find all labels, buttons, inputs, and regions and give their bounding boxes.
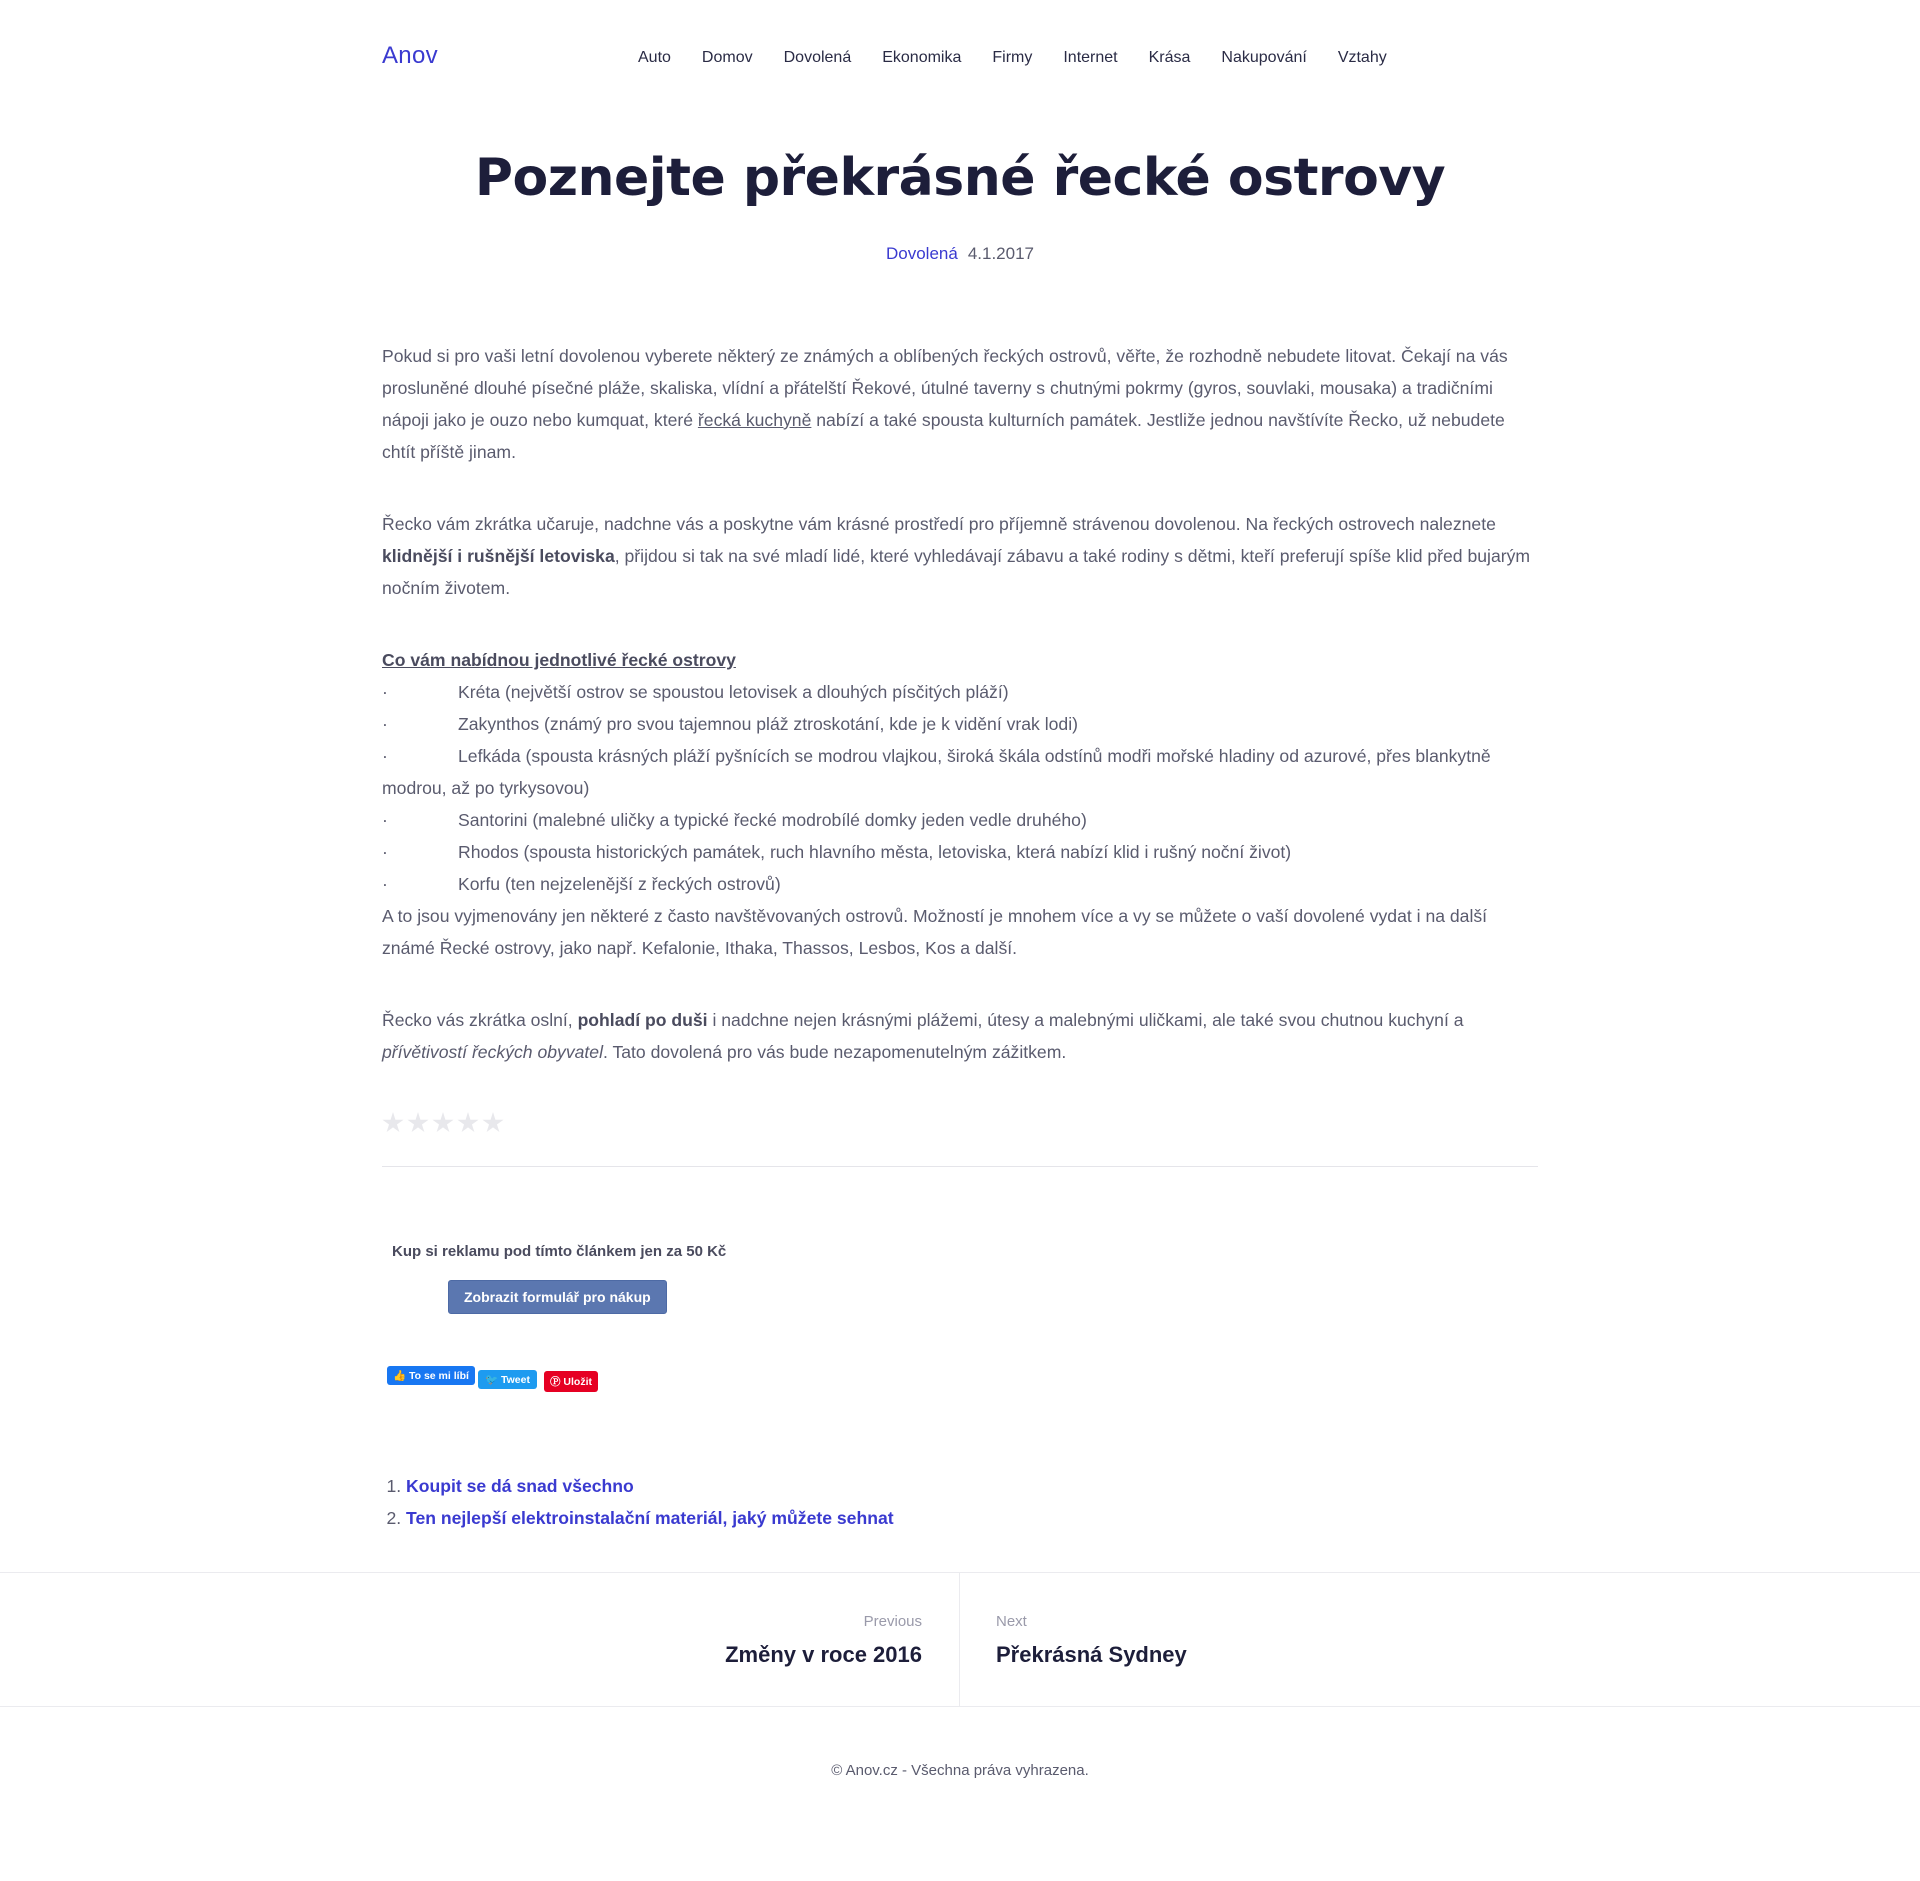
pinterest-save-label: Uložit <box>563 1376 592 1388</box>
previous-label: Previous <box>863 1613 922 1630</box>
next-post[interactable] <box>996 1613 1187 1668</box>
nav-item-auto[interactable]: Auto <box>638 49 671 66</box>
article-meta <box>382 244 1538 264</box>
bullet: · <box>382 842 388 862</box>
nav-item-dovolena[interactable]: Dovolená <box>783 49 852 66</box>
divider <box>382 1166 1538 1167</box>
page-container <box>382 0 1538 1534</box>
next-post-link[interactable]: Překrásná Sydney <box>996 1642 1187 1667</box>
list-after-text: A to jsou vyjmenovány jen některé z často navštěvovaných ostrovů. Možností je mnohem více a vy se můžete o vaší dovolené vydat i na další známé Řecké ostrovy, jako např. Kefalonie, Ithaka, Thassos, Lesbos, Kos a další. <box>382 906 1488 958</box>
star-icon[interactable] <box>407 1112 429 1134</box>
list-item-text: Zakynthos (známý pro svou tajemnou pláž ztroskotání, kde je k vidění vrak lodi) <box>458 714 1078 734</box>
nav-item-ekonomika[interactable]: Ekonomika <box>882 49 962 66</box>
list-heading: Co vám nabídnou jednotlivé řecké ostrovy <box>382 650 736 670</box>
pinterest-save-button[interactable] <box>544 1371 598 1392</box>
main-nav <box>638 49 1418 67</box>
text: nabízí a také spousta kulturních památek. Jestliže jednou navštívíte Řecko, už nebudete chtít příště jinam. <box>382 410 1505 462</box>
copyright-text: © Anov.cz - Všechna práva vyhrazena. <box>831 1762 1089 1779</box>
site-header <box>382 0 1538 115</box>
text: . Tato dovolená pro vás bude nezapomenutelným zážitkem. <box>603 1042 1067 1062</box>
star-icon[interactable] <box>432 1112 454 1134</box>
show-purchase-form-button[interactable]: Zobrazit formulář pro nákup <box>448 1280 667 1314</box>
bold-text: pohladí po duši <box>577 1010 708 1030</box>
social-buttons <box>387 1366 1538 1396</box>
site-logo[interactable]: Anov <box>382 42 438 69</box>
facebook-like-label: To se mi líbí <box>409 1370 469 1382</box>
star-icon[interactable] <box>457 1112 479 1134</box>
paragraph-second <box>382 508 1538 604</box>
previous-post[interactable] <box>725 1613 922 1668</box>
text: Řecko vám zkrátka učaruje, nadchne vás a poskytne vám krásné prostředí pro příjemně strávenou dovolenou. Na řeckých ostrovech naleznete <box>382 514 1496 534</box>
related-article-link[interactable]: Koupit se dá snad všechno <box>406 1476 634 1496</box>
star-icon[interactable] <box>482 1112 504 1134</box>
related-article-link[interactable]: Ten nejlepší elektroinstalační materiál, jaký můžete sehnat <box>406 1508 894 1528</box>
article-date: 4.1.2017 <box>967 244 1034 263</box>
nav-item-firmy[interactable]: Firmy <box>992 49 1033 66</box>
site-footer <box>0 1762 1920 1779</box>
list-item-text: Santorini (malebné uličky a typické řecké modrobílé domky jeden vedle druhého) <box>458 810 1087 830</box>
star-icon[interactable] <box>382 1112 404 1134</box>
bullet: · <box>382 874 388 894</box>
list-item-text: Kréta (největší ostrov se spoustou letovisek a dlouhých písčitých pláží) <box>458 682 1009 702</box>
text: Řecko vás zkrátka oslní, <box>382 1010 578 1030</box>
nav-item-krasa[interactable]: Krása <box>1148 49 1191 66</box>
thumbs-up-icon: 👍 <box>393 1370 409 1382</box>
previous-post-link[interactable]: Změny v roce 2016 <box>725 1642 922 1667</box>
italic-text: přívětivostí řeckých obyvatel <box>382 1042 603 1062</box>
list-item <box>382 740 1538 804</box>
paragraph-closing <box>382 1004 1538 1068</box>
list-item <box>382 868 1538 900</box>
text: , přijdou si tak na své mladí lidé, které vyhledávají zábavu a také rodiny s dětmi, kteří preferují spíše klid před bujarým nočním životem. <box>382 546 1531 598</box>
island-list-block <box>382 644 1538 964</box>
paragraph-intro <box>382 340 1538 468</box>
text: i nadchne nejen krásnými plážemi, útesy a malebnými uličkami, ale také svou chutnou kuchyní a <box>707 1010 1464 1030</box>
list-item-text: Rhodos (spousta historických památek, ruch hlavního města, letoviska, která nabízí klid i rušný noční život) <box>458 842 1292 862</box>
bullet: · <box>382 682 388 702</box>
list-item <box>406 1502 1538 1534</box>
tweet-label: Tweet <box>501 1374 530 1386</box>
post-navigation <box>0 1572 1920 1707</box>
article-content <box>382 340 1538 1068</box>
text: Pokud si pro vaši letní dovolenou vyberete některý ze známých a oblíbených řeckých ostrovů, věřte, že rozhodně nebudete litovat. Čekají na vás prosluněné dlouhé písečné pláže, skaliska, vlídní a přátelští Řekové, útulné taverny s chutnými pokrmy (gyros, souvlaki, mousaka) a tradičními nápoji jako je ouzo nebo kumquat, které <box>382 346 1508 430</box>
list-item-text: Korfu (ten nejzelenější z řeckých ostrovů) <box>458 874 781 894</box>
ad-text: Kup si reklamu pod tímto článkem jen za 50 Kč <box>392 1243 727 1260</box>
greek-cuisine-link[interactable]: řecká kuchyně <box>697 410 812 430</box>
related-articles <box>382 1470 1538 1534</box>
pinterest-icon: Ⓟ <box>550 1376 564 1388</box>
bullet: · <box>382 810 388 830</box>
bullet: · <box>382 714 388 734</box>
list-item <box>382 836 1538 868</box>
next-label: Next <box>996 1613 1027 1630</box>
star-rating <box>382 1108 1538 1138</box>
list-item <box>382 676 1538 708</box>
twitter-icon: 🐦 <box>485 1374 501 1386</box>
bullet: · <box>382 746 388 766</box>
list-item <box>382 804 1538 836</box>
bold-text: klidnější i rušnější letoviska <box>382 546 615 566</box>
list-item <box>406 1470 1538 1502</box>
post-nav-divider <box>959 1573 960 1706</box>
nav-item-internet[interactable]: Internet <box>1063 49 1118 66</box>
facebook-like-button[interactable] <box>387 1366 475 1385</box>
nav-item-domov[interactable]: Domov <box>701 49 753 66</box>
tweet-button[interactable] <box>478 1370 537 1389</box>
list-item-text: Lefkáda (spousta krásných pláží pyšnících se modrou vlajkou, široká škála odstínů modři mořské hladiny od azurové, přes blankytně modrou, až po tyrkysovou) <box>382 746 1491 798</box>
nav-item-nakupovani[interactable]: Nakupování <box>1221 49 1307 66</box>
list-item <box>382 708 1538 740</box>
nav-item-vztahy[interactable]: Vztahy <box>1337 49 1387 66</box>
article-category-link[interactable]: Dovolená <box>885 244 958 263</box>
article-title: Poznejte překrásné řecké ostrovy <box>474 148 1446 208</box>
